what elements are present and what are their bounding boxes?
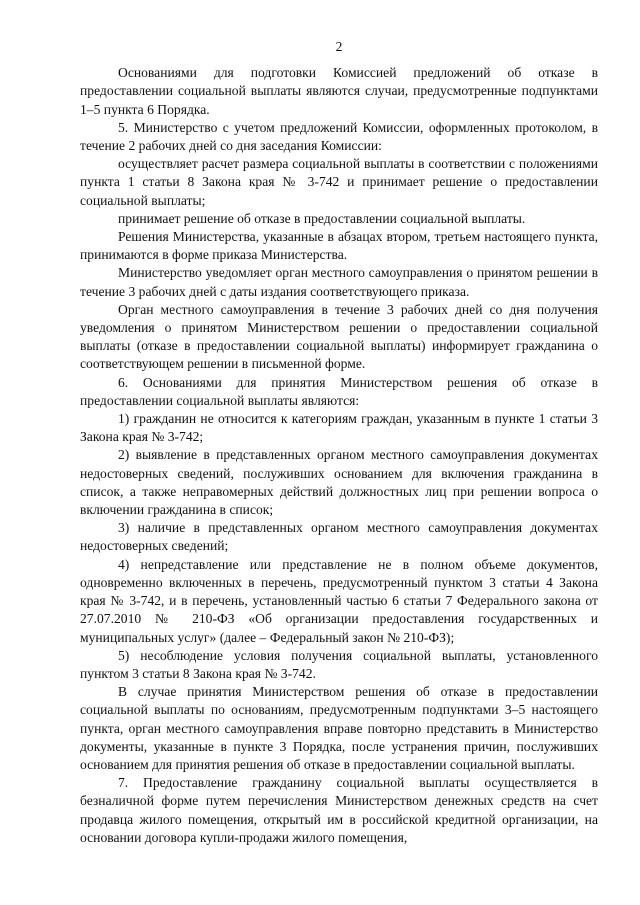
list-item-1: 1) гражданин не относится к категориям граждан, указанным в пункте 1 статьи 3 Закона края № 3-742; xyxy=(80,411,598,445)
list-item-4: 4) непредставление или представление не в полном объеме документов, одновременно включенных в перечень, предусмотренный пунктом 3 статьи 4 Закона края № 3-742, и в перечень, установленный частью 6 статьи 7 Федерального закона от 27.07.2010 № 210-ФЗ «Об организации предоставления государственных и муниципальных услуг» (далее – Федеральный закон № 210-ФЗ); xyxy=(80,556,598,645)
list-item-2: 2) выявление в представленных органом местного самоуправления документах недостоверных сведений, послуживших основанием для включения гражданина в список, а также неправомерных действий должностных лиц при решении вопроса о включении гражданина в список; xyxy=(80,447,598,518)
paragraph-citizen-informing: Орган местного самоуправления в течение 3 рабочих дней со дня получения уведомления о принятом Министерством решении о предоставлении социальной выплаты (отказе в предоставлении социальной выплаты) информирует гражданина о соответствующем решении в письменной форме. xyxy=(80,301,598,372)
paragraph-item-7: 7. Предоставление гражданину социальной выплаты осуществляется в безналичной форме путем перечисления Министерством денежных средств на счет продавца жилого помещения, открытый им в российской кредитной организации, на основании договора купли-продажи жилого помещения, xyxy=(80,775,598,845)
document-page xyxy=(80,38,598,847)
paragraph-notification: Министерство уведомляет орган местного самоуправления о принятом решении в течение 3 рабочих дней с даты издания соответствующего приказа. xyxy=(80,265,598,299)
list-item-3: 3) наличие в представленных органом местного самоуправления документах недостоверных сведений; xyxy=(80,520,598,554)
paragraph-grounds-commission: Основаниями для подготовки Комиссией предложений об отказе в предоставлении социальной выплаты являются случаи, предусмотренные подпунктами 1–5 пункта 6 Порядка. xyxy=(80,65,598,117)
paragraph-resubmission: В случае принятия Министерством решения об отказе в предоставлении социальной выплаты по основаниям, предусмотренным подпунктами 3–5 настоящего пункта, орган местного самоуправления вправе повторно представить в Министерство документы, указанные в пункте 3 Порядка, после устранения причин, послуживших основанием для принятия решения об отказе в предоставлении социальной выплаты. xyxy=(80,684,598,772)
page-number: 2 xyxy=(335,39,343,54)
paragraph-calculation: осуществляет расчет размера социальной выплаты в соответствии с положениями пункта 1 статьи 8 Закона края № 3-742 и принимает решение о предоставлении социальной выплаты; xyxy=(80,156,598,208)
paragraph-refusal-decision: принимает решение об отказе в предоставлении социальной выплаты. xyxy=(118,210,526,226)
paragraph-item-5: 5. Министерство с учетом предложений Комиссии, оформленных протоколом, в течение 2 рабочих дней со дня заседания Комиссии: xyxy=(80,119,598,154)
list-item-5: 5) несоблюдение условия получения социальной выплаты, установленного пунктом 3 статьи 8 Закона края № 3-742. xyxy=(80,647,598,681)
paragraph-order-form: Решения Министерства, указанные в абзацах втором, третьем настоящего пункта, принимаются в форме приказа Министерства. xyxy=(80,229,598,263)
paragraph-item-6: 6. Основаниями для принятия Министерством решения об отказе в предоставлении социальной выплаты являются: xyxy=(80,374,598,408)
